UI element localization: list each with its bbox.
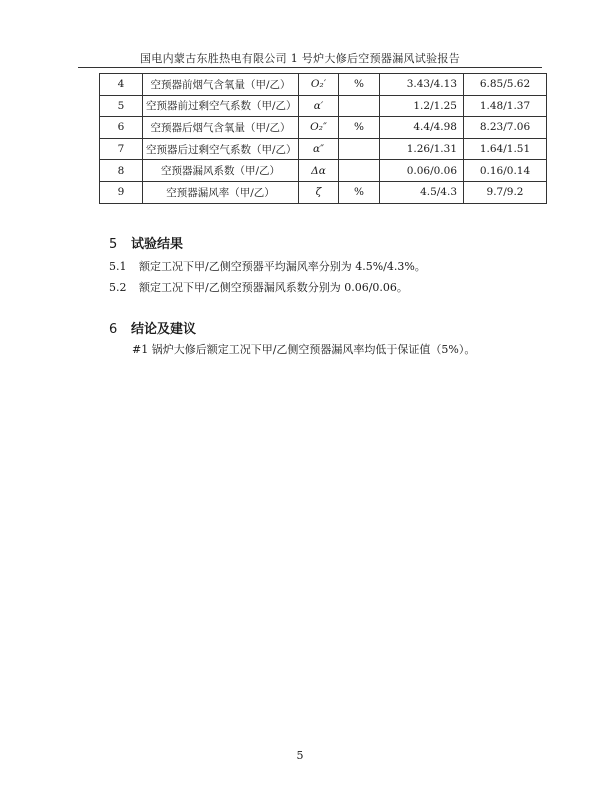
- row-number: 4: [100, 74, 143, 96]
- parameter-name: 空预器漏风系数（甲/乙）: [143, 160, 299, 182]
- page-number: 5: [296, 749, 304, 762]
- value-column-1: 1.26/1.31: [380, 138, 464, 160]
- row-number: 8: [100, 160, 143, 182]
- table-row: [100, 74, 547, 96]
- parameter-name: 空预器漏风率（甲/乙）: [143, 181, 299, 203]
- parameter-unit: [339, 138, 380, 160]
- row-number: 5: [100, 95, 143, 117]
- parameter-name: 空预器后过剩空气系数（甲/乙）: [143, 138, 299, 160]
- section-6-heading: [109, 318, 196, 337]
- table-row: [100, 181, 547, 203]
- section-number: 6: [109, 322, 118, 337]
- section-title: 试验结果: [131, 237, 184, 252]
- table-row: [100, 117, 547, 139]
- parameter-symbol: O₂′: [299, 74, 339, 96]
- parameter-name: 空预器后烟气含氧量（甲/乙）: [143, 117, 299, 139]
- section-number: 5: [109, 237, 118, 252]
- value-column-2: 9.7/9.2: [464, 181, 547, 203]
- result-item: [109, 258, 426, 274]
- parameter-symbol: O₂″: [299, 117, 339, 139]
- value-column-1: 1.2/1.25: [380, 95, 464, 117]
- parameter-unit: %: [339, 117, 380, 139]
- parameter-name: 空预器前过剩空气系数（甲/乙）: [143, 95, 299, 117]
- parameter-symbol: Δα: [299, 160, 339, 182]
- value-column-2: 1.64/1.51: [464, 138, 547, 160]
- parameter-symbol: α′: [299, 95, 339, 117]
- section-5-heading: [109, 233, 183, 252]
- value-column-1: 4.5/4.3: [380, 181, 464, 203]
- header-divider: [78, 67, 542, 68]
- value-column-2: 8.23/7.06: [464, 117, 547, 139]
- value-column-2: 1.48/1.37: [464, 95, 547, 117]
- parameter-name: 空预器前烟气含氧量（甲/乙）: [143, 74, 299, 96]
- row-number: 9: [100, 181, 143, 203]
- result-item: [109, 279, 408, 295]
- value-column-1: 4.4/4.98: [380, 117, 464, 139]
- value-column-1: 0.06/0.06: [380, 160, 464, 182]
- parameter-symbol: α″: [299, 138, 339, 160]
- report-header-title: 国电内蒙古东胜热电有限公司 1 号炉大修后空预器漏风试验报告: [140, 52, 460, 65]
- leakage-results-table: [99, 73, 547, 204]
- value-column-1: 3.43/4.13: [380, 74, 464, 96]
- parameter-unit: [339, 160, 380, 182]
- table-row: [100, 138, 547, 160]
- section-title: 结论及建议: [131, 322, 197, 337]
- item-text: 额定工况下甲/乙侧空预器平均漏风率分别为 4.5%/4.3%。: [139, 260, 426, 273]
- value-column-2: 0.16/0.14: [464, 160, 547, 182]
- value-column-2: 6.85/5.62: [464, 74, 547, 96]
- table-row: [100, 160, 547, 182]
- table-row: [100, 95, 547, 117]
- row-number: 7: [100, 138, 143, 160]
- item-number: 5.2: [109, 281, 127, 294]
- row-number: 6: [100, 117, 143, 139]
- parameter-unit: %: [339, 74, 380, 96]
- parameter-unit: %: [339, 181, 380, 203]
- conclusion-text: #1 锅炉大修后额定工况下甲/乙侧空预器漏风率均低于保证值（5%）。: [132, 343, 476, 356]
- parameter-symbol: ζ: [299, 181, 339, 203]
- item-text: 额定工况下甲/乙侧空预器漏风系数分别为 0.06/0.06。: [139, 281, 408, 294]
- parameter-unit: [339, 95, 380, 117]
- item-number: 5.1: [109, 260, 127, 273]
